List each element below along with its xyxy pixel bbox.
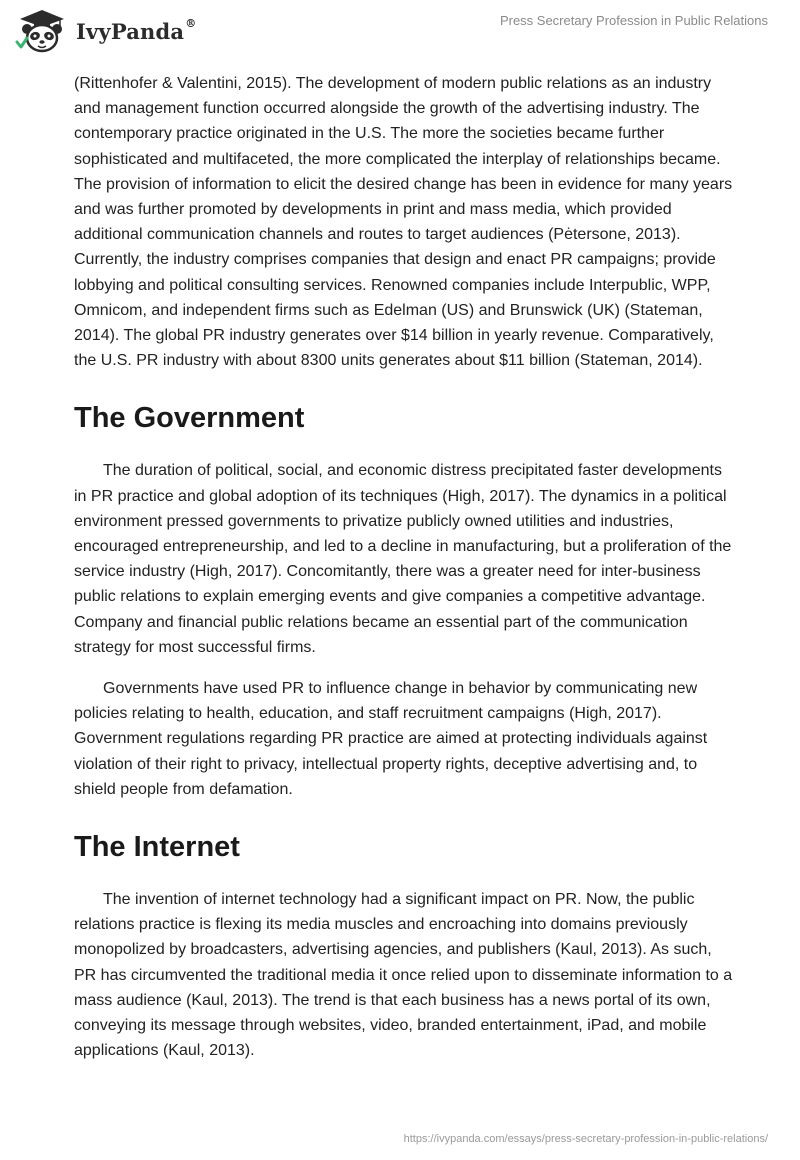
- brand-logo[interactable]: [14, 6, 196, 54]
- section-heading-internet: The Internet: [74, 831, 240, 864]
- essay-content: [74, 71, 734, 1064]
- page-header: [0, 0, 800, 64]
- source-url[interactable]: https://ivypanda.com/essays/press-secretary-profession-in-public-relations/: [403, 1133, 768, 1145]
- intro-paragraph: (Rittenhofer & Valentini, 2015). The development of modern public relations as an industry and management function occurred alongside the growth of the advertising industry. The contemporary practice originated in the U.S. The more the societies became further sophisticated and multifaceted, the more complicated the interplay of relationships became. The provision of information to elicit the desired change has been in evidence for many years and was further promoted by developments in print and mass media, which provided additional communication channels and routes to target audiences (Pėtersone, 2013). Currently, the industry comprises companies that design and enact PR campaigns; provide lobbying and political consulting services. Renowned companies include Interpublic, WPP, Omnicom, and independent firms such as Edelman (US) and Brunswick (UK) (Stateman, 2014). The global PR industry generates over $14 billion in yearly revenue. Comparatively, the U.S. PR industry with about 8300 units generates about $11 billion (Stateman, 2014).: [74, 75, 733, 370]
- internet-paragraph-1: The invention of internet technology had a significant impact on PR. Now, the public relations practice is flexing its media muscles and encroaching into domains previously monopolized by broadcasters, advertising agencies, and publishers (Kaul, 2013). As such, PR has circumvented the traditional media it once relied upon to disseminate information to a mass audience (Kaul, 2013). The trend is that each business has a news portal of its own, conveying its message through websites, video, branded entertainment, iPad, and mobile applications (Kaul, 2013).: [74, 891, 733, 1060]
- government-paragraph-2: Governments have used PR to influence change in behavior by communicating new policies relating to health, education, and staff recruitment campaigns (High, 2017). Government regulations regarding PR practice are aimed at protecting individuals against violation of their right to privacy, intellectual property rights, deceptive advertising and, to shield people from defamation.: [74, 680, 708, 798]
- panda-graduate-icon: [14, 6, 70, 54]
- document-title: Press Secretary Profession in Public Relations: [499, 13, 768, 28]
- brand-name: IvyPanda®: [76, 16, 197, 44]
- section-heading-government: The Government: [74, 402, 305, 435]
- registered-mark: ®: [185, 16, 197, 30]
- government-paragraph-1: The duration of political, social, and economic distress precipitated faster developments in PR practice and global adoption of its techniques (High, 2017). The dynamics in a political environment pressed governments to privatize publicly owned utilities and industries, encouraged entrepreneurship, and led to a decline in manufacturing, but a proliferation of the service industry (High, 2017). Concomitantly, there was a greater need for inter-business public relations to explain emerging events and give companies a competitive advantage. Company and financial public relations became an essential part of the communication strategy for most successful firms.: [74, 462, 732, 656]
